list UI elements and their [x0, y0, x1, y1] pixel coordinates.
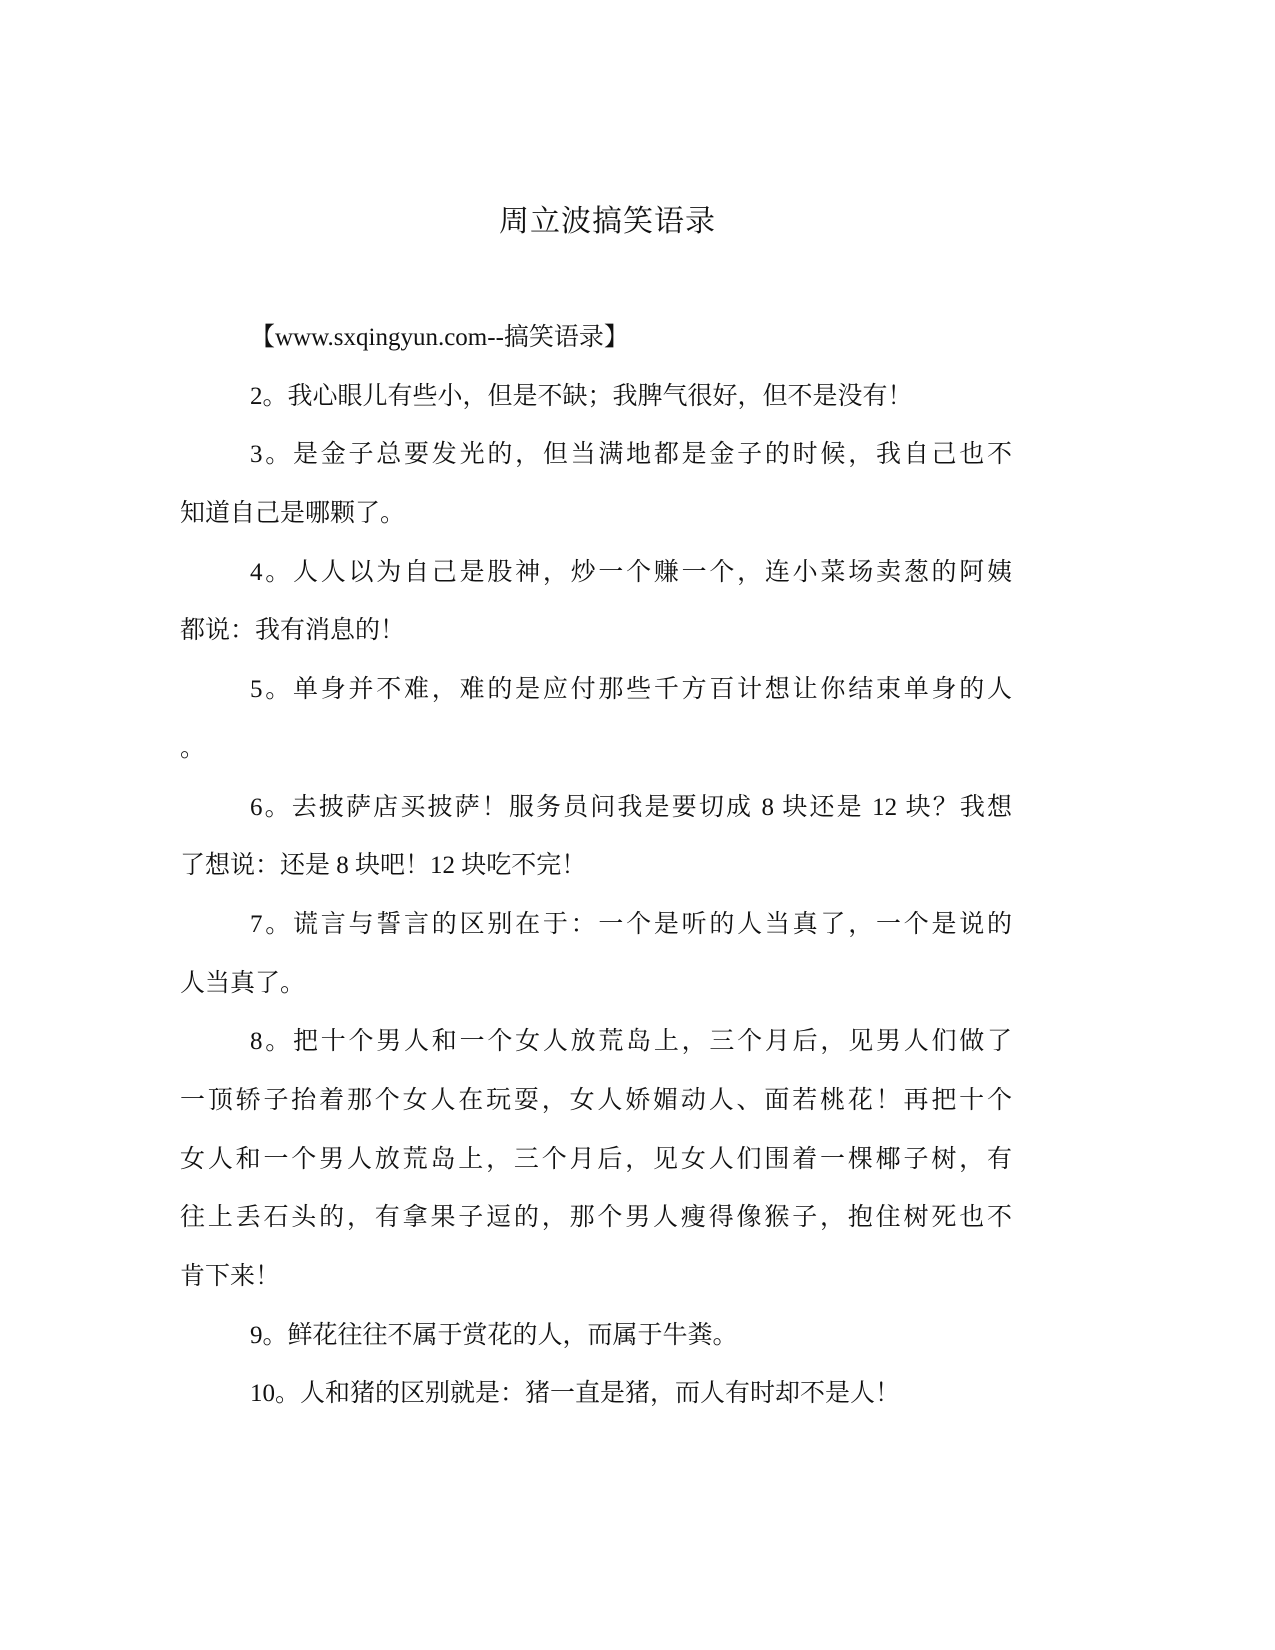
quote-paragraph	[180, 779, 1012, 896]
document-title: 周立波搞笑语录	[499, 205, 716, 238]
text-line: 4。人人以为自己是股神，炒一个赚一个，连小菜场卖葱的阿姨	[250, 558, 1012, 586]
text-line: 都说：我有消息的！	[180, 617, 406, 645]
quote-paragraph	[180, 544, 1012, 661]
document-body	[180, 309, 1012, 1424]
text-line: 。	[180, 734, 206, 762]
text-line: 10。人和猪的区别就是：猪一直是猪，而人有时却不是人！	[250, 1380, 901, 1408]
quote-paragraph	[180, 896, 1012, 1013]
text-line: 9。鲜花往往不属于赏花的人，而属于牛粪。	[250, 1321, 738, 1349]
quote-paragraph	[180, 1307, 1012, 1366]
text-line: 8。把十个男人和一个女人放荒岛上，三个月后，见男人们做了	[250, 1028, 1012, 1056]
text-line: 5。单身并不难，难的是应付那些千方百计想让你结束单身的人	[250, 676, 1012, 704]
quote-paragraph	[180, 368, 1012, 427]
text-line: 【www.sxqingyun.com--搞笑语录】	[250, 324, 629, 351]
text-line: 3。是金子总要发光的，但当满地都是金子的时候，我自己也不	[250, 441, 1012, 469]
quote-paragraph	[180, 661, 1012, 778]
quote-paragraph	[180, 1365, 1012, 1424]
quote-paragraph	[180, 426, 1012, 543]
text-line: 知道自己是哪颗了。	[180, 500, 406, 528]
text-line: 6。去披萨店买披萨！服务员问我是要切成 8 块还是 12 块？我想	[250, 793, 1012, 821]
text-line: 了想说：还是 8 块吧！12 块吃不完！	[180, 852, 587, 880]
text-line: 人当真了。	[180, 969, 306, 997]
text-line: 一顶轿子抬着那个女人在玩耍，女人娇媚动人、面若桃花！再把十个	[180, 1086, 1012, 1114]
text-line: 往上丢石头的，有拿果子逗的，那个男人瘦得像猴子，抱住树死也不	[180, 1204, 1012, 1232]
text-line: 7。谎言与誓言的区别在于：一个是听的人当真了，一个是说的	[250, 910, 1012, 938]
text-line: 女人和一个男人放荒岛上，三个月后，见女人们围着一棵椰子树，有	[180, 1145, 1012, 1173]
quote-paragraph	[180, 1013, 1012, 1306]
source-line	[180, 309, 1012, 368]
text-line: 肯下来！	[180, 1263, 281, 1290]
text-line: 2。我心眼儿有些小，但是不缺；我脾气很好，但不是没有！	[250, 382, 913, 410]
